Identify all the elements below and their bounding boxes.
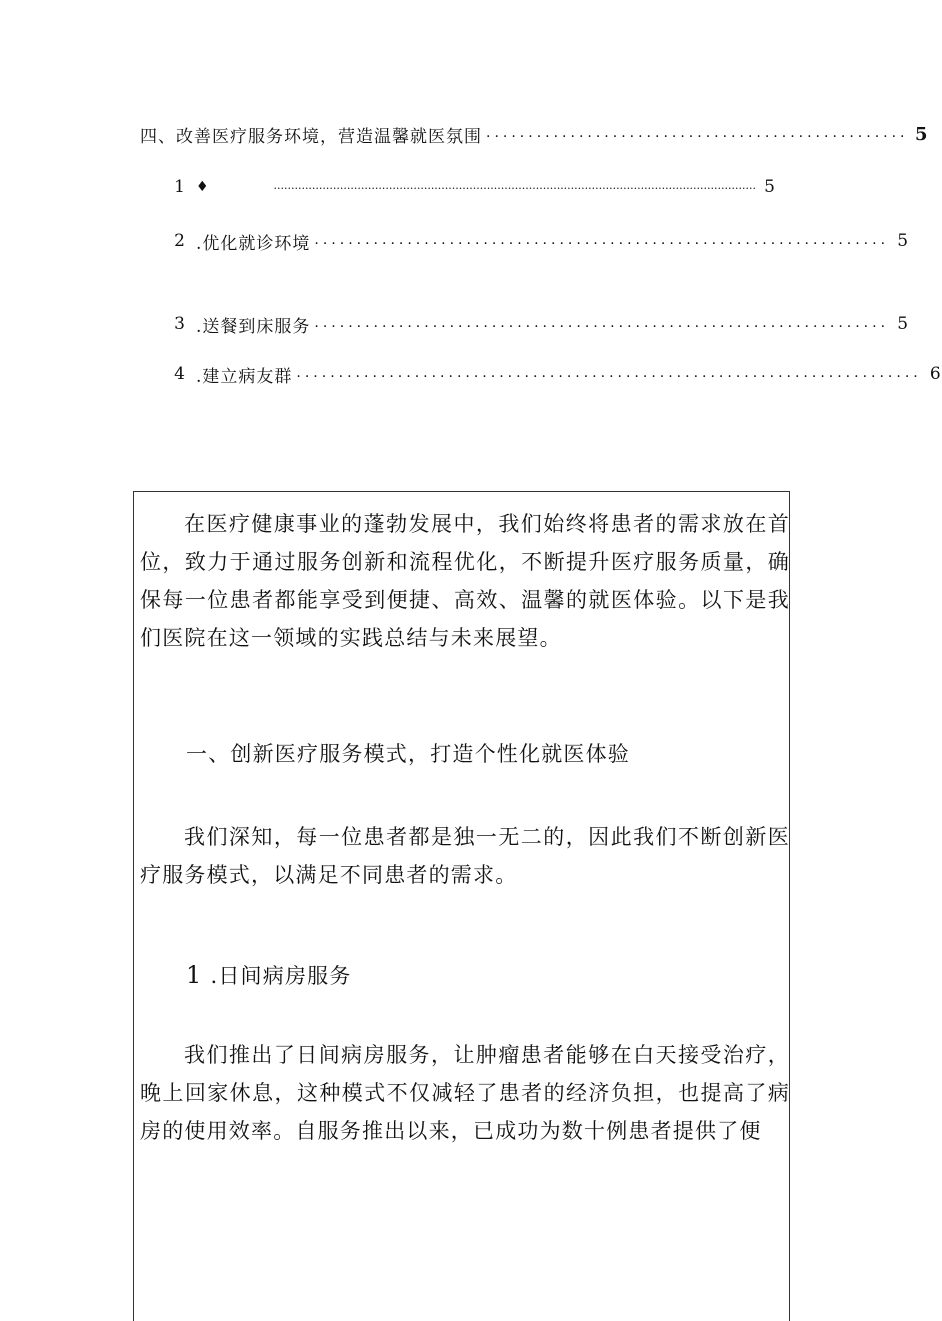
toc-label: .优化就诊环境 [196, 233, 311, 254]
toc-item-number: 1 [174, 177, 186, 197]
subsection-1-number: 1 [186, 961, 203, 989]
toc-item-number: 2 [174, 231, 186, 251]
subsection-1-paragraph: 我们推出了日间病房服务，让肿瘤患者能够在白天接受治疗，晚上回家休息，这种模式不仅减轻了患者的经济负担，也提高了病房的使用效率。自服务推出以来，已成功为数十例患者提供了便 [140, 1043, 790, 1143]
section-1-heading: 一、创新医疗服务模式，打造个性化就医体验 [186, 742, 630, 766]
toc-label: .建立病友群 [196, 366, 293, 387]
subsection-1-title: .日间病房服务 [210, 964, 352, 988]
toc-row-item-2[interactable] [140, 227, 910, 255]
toc-item-number: 3 [174, 314, 186, 334]
toc-page-number: 5 [897, 314, 910, 334]
diamond-icon: ♦ [196, 179, 210, 195]
toc-leader-dots: .................................................................... [314, 232, 890, 248]
toc-page-number: 5 [897, 231, 910, 251]
toc-page-number: 5 [914, 123, 929, 145]
toc-row-item-4[interactable] [140, 360, 942, 388]
toc-leader-dots: .......................................................................................................................................... [273, 179, 756, 192]
subsection-1-heading [186, 956, 352, 995]
toc-label: .送餐到床服务 [196, 316, 311, 337]
toc-row-section-4[interactable] [140, 120, 929, 148]
toc-leader-dots: .......................................................................... [296, 365, 922, 381]
section-1-paragraph: 我们深知，每一位患者都是独一无二的，因此我们不断创新医疗服务模式，以满足不同患者的需求。 [140, 825, 790, 887]
toc-label: 四、改善医疗服务环境，营造温馨就医氛围 [140, 126, 482, 147]
toc-row-item-1[interactable] [140, 173, 776, 201]
toc-item-number: 4 [174, 364, 186, 384]
intro-paragraph: 在医疗健康事业的蓬勃发展中，我们始终将患者的需求放在首位，致力于通过服务创新和流程优化，不断提升医疗服务质量，确保每一位患者都能享受到便捷、高效、温馨的就医体验。以下是我们医院在这一领域的实践总结与未来展望。 [140, 512, 790, 650]
toc-leader-dots: .................................................................... [314, 315, 890, 331]
toc-page-number: 5 [764, 177, 776, 197]
toc-row-item-3[interactable] [140, 310, 910, 338]
toc-leader-dots: .................................................. [486, 125, 909, 141]
toc-page-number: 6 [929, 364, 942, 384]
